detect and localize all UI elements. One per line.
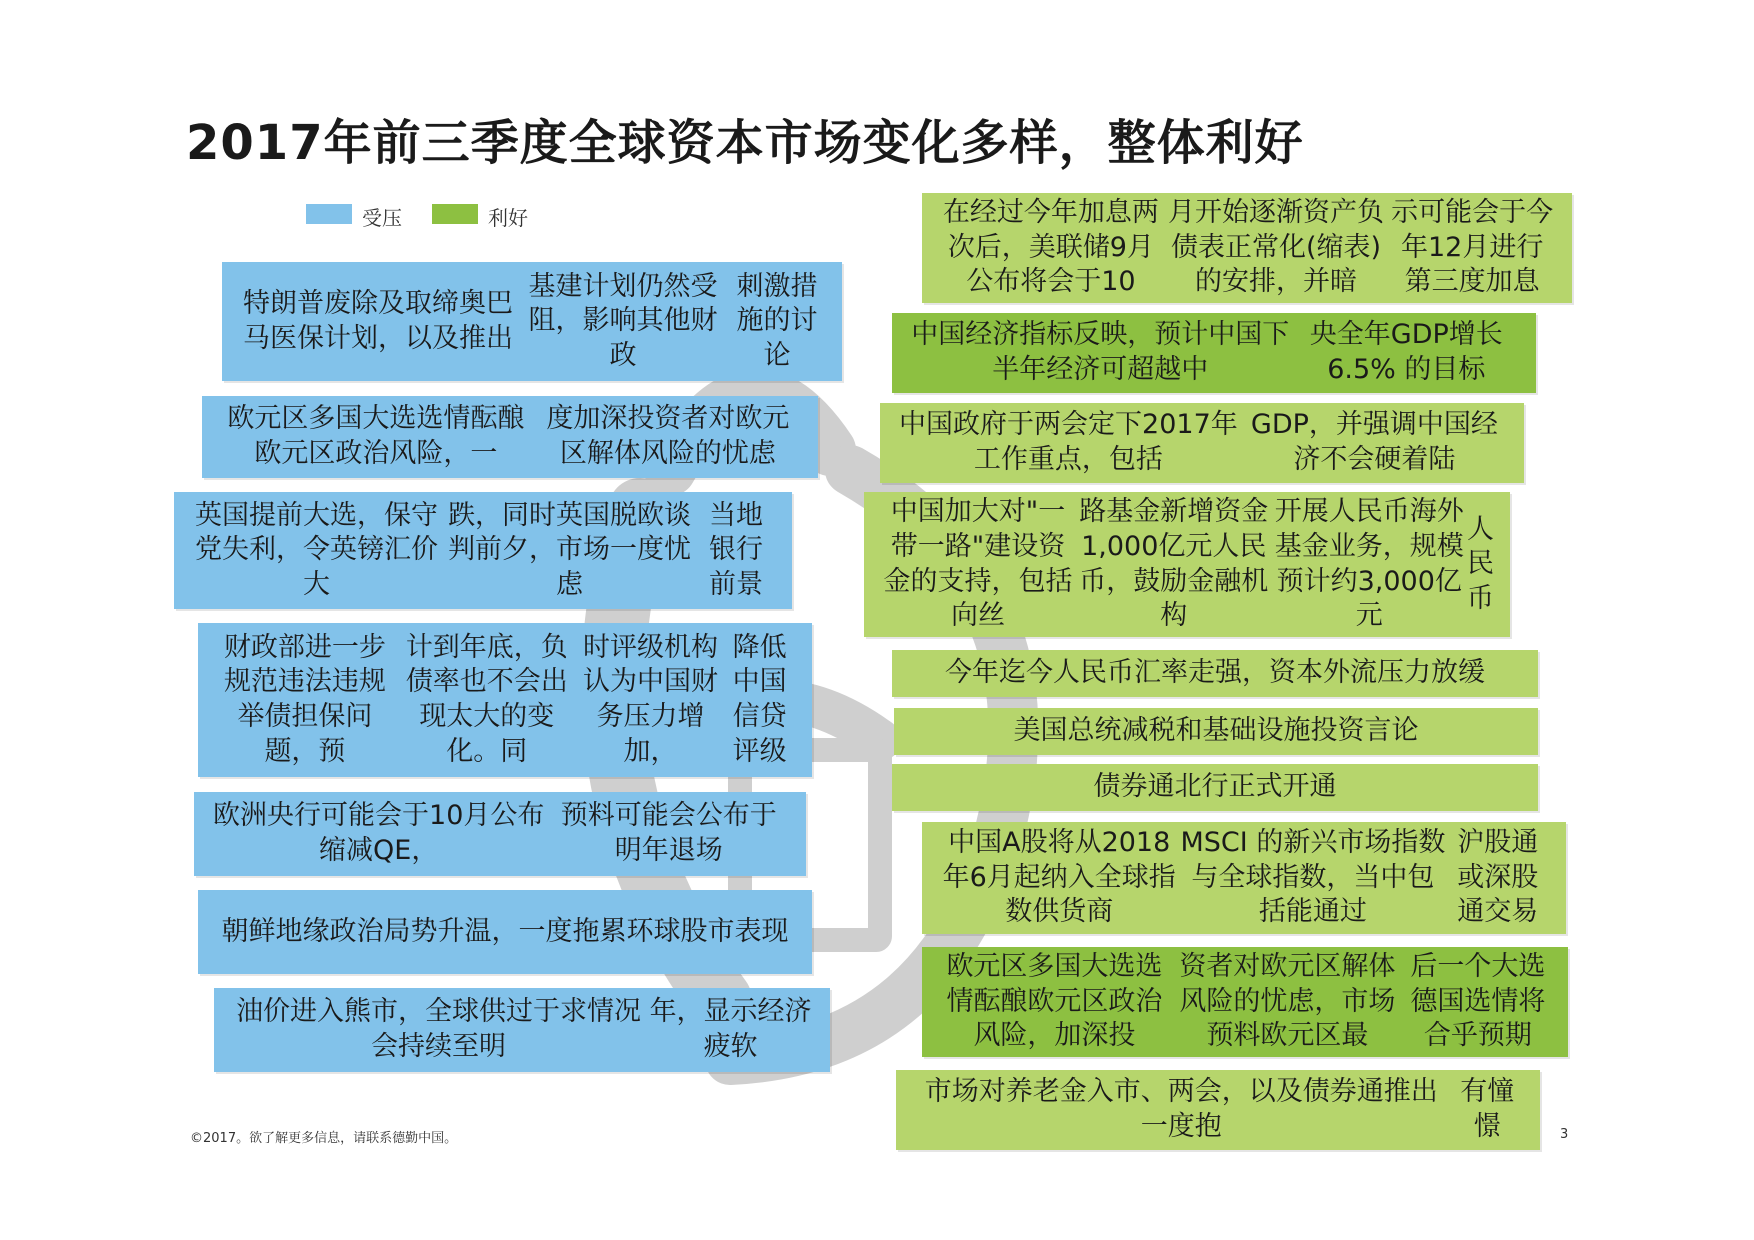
pressure-item-5-line-2: 预料可能会公布于明年退场 [560, 800, 777, 866]
pressure-item-4-line-3: 时评级机构认为中国财务压力增加， [583, 631, 718, 767]
pressure-item-1-line-1: 特朗普废除及取缔奥巴马医保计划，以及推出 [243, 287, 513, 354]
pressure-item-4-line-4: 降低中国信贷评级 [732, 631, 787, 767]
positive-item-9-line-1: 欧元区多国大选选情酝酿欧元区政治风险，加深投 [946, 951, 1163, 1052]
pressure-item-4-line-2: 计到年底，负债率也不会出现太大的变化。同 [405, 631, 568, 767]
positive-item-10-line-1: 市场对养老金入市、两会，以及债券通推出一度抱 [924, 1076, 1438, 1142]
positive-item-4-line-3: 开展人民币海外基金业务，规模预计约3,000亿元 [1274, 496, 1464, 632]
positive-item-2 [892, 313, 1536, 393]
positive-item-5-line-1: 今年迄今人民币汇率走强，资本外流压力放缓 [945, 657, 1485, 689]
positive-item-3-line-1: 中国政府于两会定下2017年工作重点，包括 [899, 409, 1238, 475]
pressure-item-6 [198, 890, 812, 974]
positive-item-8-line-3: 沪股通或深股通交易 [1457, 827, 1539, 928]
positive-item-10 [896, 1070, 1540, 1150]
legend-pressure-label: 受压 [362, 206, 402, 230]
positive-item-1-line-3: 示可能会于今年12月进行第三度加息 [1391, 197, 1554, 298]
pressure-item-5-line-1: 欧洲央行可能会于10月公布缩减QE， [213, 800, 545, 866]
pressure-item-5 [194, 792, 806, 876]
positive-item-4-line-4: 人民币 [1467, 513, 1495, 614]
positive-item-8-line-2: MSCI 的新兴市场指数与全球指数，当中包括能通过 [1180, 827, 1446, 928]
pressure-item-3-line-2: 跌，同时英国脱欧谈判前夕，市场一度忧虑 [448, 499, 692, 600]
pressure-item-6-line-1: 朝鲜地缘政治局势升温， [221, 915, 519, 947]
pressure-item-2-line-1: 欧元区多国大选选情酝酿欧元区政治风险，一 [227, 403, 525, 469]
positive-item-3-line-2: GDP，并强调中国经济不会硬着陆 [1250, 409, 1498, 475]
page-title: 2017年前三季度全球资本市场变化多样，整体利好 [186, 115, 1304, 171]
positive-item-1-line-1: 在经过今年加息两次后，美联储9月公布将会于10 [942, 197, 1159, 298]
positive-item-8-line-1: 中国A股将从2018年6月起纳入全球指数供货商 [942, 827, 1176, 928]
pressure-item-1-line-2: 基建计划仍然受阻，影响其他财政 [528, 270, 718, 371]
positive-item-1 [922, 193, 1572, 303]
pressure-item-7 [214, 988, 830, 1072]
pressure-item-4-line-1: 财政部进一步规范违法违规举债担保问题，预 [223, 631, 386, 767]
positive-item-5 [892, 650, 1538, 697]
page-number: 3 [1560, 1127, 1569, 1142]
pressure-item-2 [202, 396, 818, 478]
positive-item-9 [922, 947, 1568, 1057]
pressure-item-2-line-2: 度加深投资者对欧元区解体风险的忧虑 [546, 403, 790, 469]
positive-item-10-line-2: 有憧憬 [1460, 1076, 1515, 1142]
pressure-item-6-line-2: 一度拖累环球股市表现 [518, 915, 789, 947]
positive-item-7 [892, 764, 1538, 811]
pressure-item-3 [174, 492, 792, 609]
positive-item-2-line-1: 中国经济指标反映，预计中国下半年经济可超越中 [911, 319, 1290, 385]
pressure-item-1 [222, 262, 842, 381]
positive-item-7-line-1: 债券通北行正式开通 [1093, 771, 1337, 803]
pressure-item-7-line-2: 年，显示经济疲软 [649, 996, 812, 1062]
positive-item-6 [894, 708, 1538, 755]
legend-positive-label: 利好 [488, 206, 528, 230]
pressure-item-3-line-1: 英国提前大选，保守党失利，令英镑汇价大 [195, 499, 439, 600]
positive-item-9-line-3: 后一个大选德国选情将合乎预期 [1410, 951, 1546, 1052]
legend-pressure-swatch [306, 204, 352, 224]
legend-positive-swatch [432, 204, 478, 224]
footer-copyright: ©2017。欲了解更多信息，请联系德勤中国。 [190, 1131, 458, 1146]
positive-item-8 [922, 822, 1566, 934]
positive-item-9-line-2: 资者对欧元区解体风险的忧虑，市场预料欧元区最 [1179, 951, 1396, 1052]
pressure-item-4 [198, 623, 812, 777]
positive-item-4-line-1: 中国加大对"一带一路"建设资金的支持，包括向丝 [883, 496, 1073, 632]
positive-item-1-line-2: 月开始逐渐资产负债表正常化(缩表)的安排，并暗 [1168, 197, 1385, 298]
positive-item-4-line-2: 路基金新增资金1,000亿元人民币，鼓励金融机构 [1079, 496, 1269, 632]
positive-item-4 [864, 492, 1510, 637]
positive-item-3 [880, 403, 1524, 483]
pressure-item-1-line-3: 刺激措施的讨论 [736, 270, 818, 371]
positive-item-6-line-1: 美国总统减税和基础设施投资言论 [1013, 715, 1419, 747]
pressure-item-7-line-1: 油价进入熊市，全球供过于求情况会持续至明 [236, 996, 642, 1062]
pressure-item-3-line-3: 当地银行前景 [709, 499, 764, 600]
positive-item-2-line-2: 央全年GDP增长6.5% 的目标 [1309, 319, 1503, 385]
